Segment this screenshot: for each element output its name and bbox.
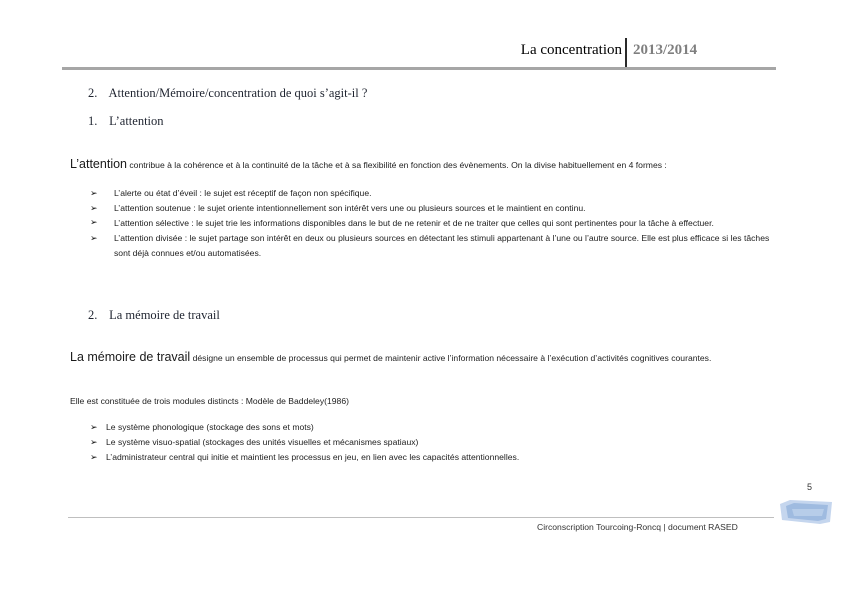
arrow-bullet-icon: ➢ (90, 422, 98, 432)
arrow-bullet-icon: ➢ (90, 203, 98, 213)
footer-text: Circonscription Tourcoing-Roncq | document RASED (537, 522, 738, 532)
arrow-bullet-icon: ➢ (90, 217, 98, 227)
list-item (90, 216, 778, 231)
subsection-number: 2. (88, 308, 98, 322)
subsection-heading-attention (88, 114, 164, 129)
list-item-text: L’administrateur central qui initie et maintient les processus en jeu, en lien avec les capacités attentionnelles. (106, 452, 520, 462)
subsection-title: L’attention (109, 114, 164, 128)
arrow-bullet-icon: ➢ (90, 233, 98, 243)
corner-decoration (780, 500, 832, 524)
list-item (90, 201, 778, 216)
list-item (90, 420, 778, 435)
list-item-text: L’attention sélective : le sujet trie les informations disponibles dans le but de ne retenir et de ne traiter que celles qui sont pertinentes pour la tâche à effectuer. (114, 218, 714, 228)
attention-intro: contribue à la cohérence et à la continuité de la tâche et à sa flexibilité en fonction des évènements. On la divise habituellement en 4 formes : (127, 160, 667, 170)
header-rule (62, 67, 776, 70)
page-number: 5 (806, 482, 812, 492)
arrow-bullet-icon: ➢ (90, 437, 98, 447)
section-title: Attention/Mémoire/concentration de quoi s’agit-il ? (108, 86, 368, 100)
subsection-title: La mémoire de travail (109, 308, 220, 322)
header-title: La concentration (520, 42, 622, 58)
footer-rule (68, 517, 774, 518)
attention-bullet-list (90, 186, 778, 261)
memoire-intro: désigne un ensemble de processus qui permet de maintenir active l’information nécessaire à l’exécution d’activités cognitives courantes. (190, 353, 712, 363)
list-item-text: L’attention divisée : le sujet partage son intérêt en deux ou plusieurs sources en détectant les stimuli appartenant à l’une ou l’autre source. Elle est plus efficace si les tâches sont déjà connues et/ou automatisées. (114, 233, 770, 258)
attention-paragraph (70, 157, 780, 173)
list-item (90, 450, 778, 465)
attention-lead: L’attention (70, 157, 127, 171)
list-item-text: L’alerte ou état d’éveil : le sujet est réceptif de façon non spécifique. (114, 188, 372, 198)
subsection-heading-memoire (88, 308, 220, 323)
subsection-number: 1. (88, 114, 98, 128)
list-item (90, 435, 778, 450)
arrow-bullet-icon: ➢ (90, 452, 98, 462)
memoire-bullet-list (90, 420, 778, 465)
list-item-text: Le système phonologique (stockage des sons et mots) (106, 422, 314, 432)
list-item (90, 231, 778, 261)
section-heading-main (88, 86, 367, 101)
list-item-text: L’attention soutenue : le sujet oriente intentionnellement son intérêt vers une ou plusieurs sources et le maintient en continu. (114, 203, 586, 213)
list-item-text: Le système visuo-spatial (stockages des unités visuelles et mécanismes spatiaux) (106, 437, 419, 447)
arrow-bullet-icon: ➢ (90, 188, 98, 198)
header-divider (625, 38, 627, 68)
header-year: 2013/2014 (633, 42, 698, 58)
section-number: 2. (88, 86, 98, 100)
list-item (90, 186, 778, 201)
memoire-paragraph (70, 350, 770, 366)
modules-paragraph: Elle est constituée de trois modules distincts : Modèle de Baddeley(1986) (70, 396, 349, 406)
memoire-lead: La mémoire de travail (70, 350, 191, 364)
